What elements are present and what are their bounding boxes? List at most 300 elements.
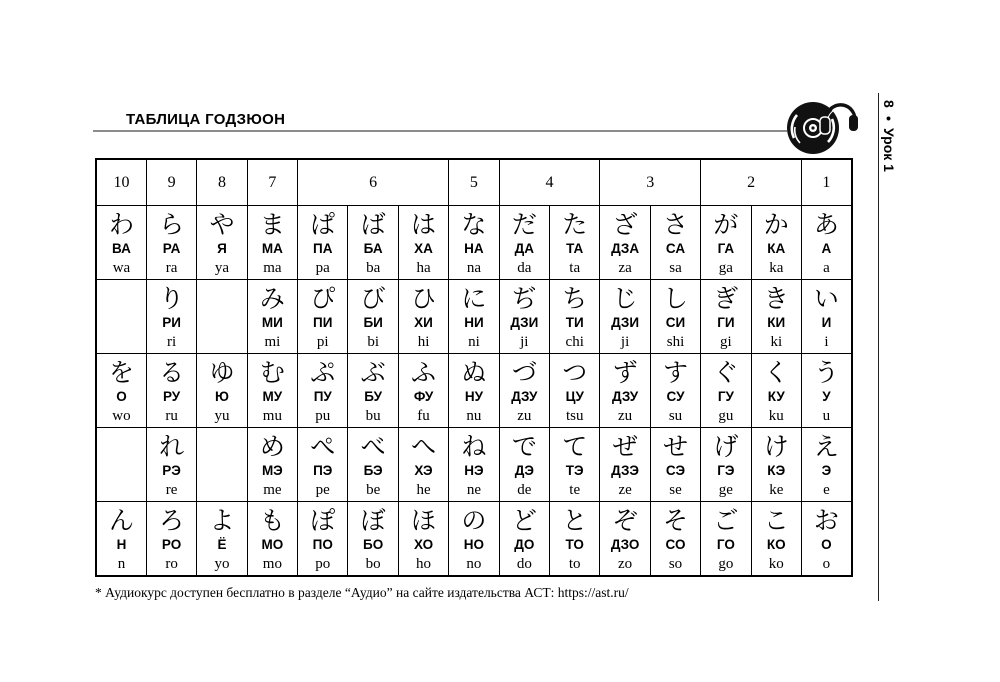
romaji-reading: bi xyxy=(367,334,379,350)
kana-cell xyxy=(348,280,398,354)
romaji-reading: ze xyxy=(618,482,632,498)
cyrillic-reading: ХЭ xyxy=(414,463,433,478)
cyrillic-reading: О xyxy=(116,389,127,404)
cyrillic-reading: ДЗИ xyxy=(611,315,640,330)
kana-char: れ xyxy=(159,432,185,461)
cyrillic-reading: МУ xyxy=(262,389,283,404)
kana-char: べ xyxy=(360,432,386,461)
cyrillic-reading: ТИ xyxy=(565,315,584,330)
cyrillic-reading: ДА xyxy=(514,241,534,256)
romaji-reading: i xyxy=(824,334,829,350)
cyrillic-reading: ДЗУ xyxy=(612,389,639,404)
kana-cell xyxy=(449,280,499,354)
kana-char: ぜ xyxy=(612,432,638,461)
kana-char: ぽ xyxy=(310,506,336,535)
cyrillic-reading: А xyxy=(821,241,832,256)
kana-cell xyxy=(247,502,297,577)
kana-char: と xyxy=(562,506,588,535)
romaji-reading: ko xyxy=(768,556,784,572)
kana-cell xyxy=(650,428,700,502)
kana-char: の xyxy=(461,506,487,535)
cyrillic-reading: ТЭ xyxy=(565,463,584,478)
cyrillic-reading: ГО xyxy=(716,537,735,552)
kana-cell xyxy=(348,354,398,428)
kana-char: で xyxy=(511,432,537,461)
cyrillic-reading: КИ xyxy=(767,315,786,330)
cyrillic-reading: ДО xyxy=(514,537,535,552)
romaji-reading: no xyxy=(466,556,482,572)
kana-char: そ xyxy=(662,506,688,535)
cyrillic-reading: МИ xyxy=(261,315,283,330)
cyrillic-reading: МЭ xyxy=(261,463,283,478)
cyrillic-reading: ПА xyxy=(313,241,333,256)
kana-char: あ xyxy=(813,210,839,239)
kana-char: へ xyxy=(411,432,437,461)
kana-char: し xyxy=(662,284,688,313)
romaji-reading: he xyxy=(416,482,431,498)
page-number: 8 xyxy=(881,100,897,108)
kana-cell xyxy=(499,280,549,354)
romaji-reading: re xyxy=(165,482,178,498)
kana-cell xyxy=(751,354,801,428)
cyrillic-reading: ДЗУ xyxy=(511,389,538,404)
kana-cell xyxy=(600,280,650,354)
table-row xyxy=(96,502,852,577)
column-header: 9 xyxy=(146,159,196,206)
kana-cell xyxy=(247,206,297,280)
column-header: 5 xyxy=(449,159,499,206)
kana-cell xyxy=(751,502,801,577)
romaji-reading: ho xyxy=(416,556,432,572)
header-row xyxy=(96,159,852,206)
romaji-reading: u xyxy=(822,408,831,424)
cyrillic-reading: И xyxy=(821,315,832,330)
cyrillic-reading: НО xyxy=(463,537,485,552)
kana-cell xyxy=(398,354,448,428)
kana-char: ぶ xyxy=(360,358,386,387)
romaji-reading: de xyxy=(517,482,532,498)
kana-cell xyxy=(801,280,851,354)
empty-cell xyxy=(96,280,146,354)
cyrillic-reading: КА xyxy=(767,241,786,256)
margin-rule xyxy=(878,93,879,601)
kana-cell xyxy=(499,354,549,428)
kana-cell xyxy=(550,280,600,354)
cyrillic-reading: ПО xyxy=(312,537,333,552)
kana-char: ぞ xyxy=(612,506,638,535)
kana-cell xyxy=(146,502,196,577)
cyrillic-reading: МО xyxy=(261,537,284,552)
kana-cell xyxy=(96,502,146,577)
cyrillic-reading: СУ xyxy=(666,389,685,404)
kana-cell xyxy=(96,206,146,280)
kana-char: い xyxy=(813,284,839,313)
cyrillic-reading: ПУ xyxy=(313,389,332,404)
cyrillic-reading: Н xyxy=(116,537,127,552)
kana-cell xyxy=(146,428,196,502)
audio-cd-headphones-icon xyxy=(785,97,859,157)
cyrillic-reading: ДЗЭ xyxy=(611,463,640,478)
kana-char: ん xyxy=(108,506,134,535)
romaji-reading: zu xyxy=(618,408,633,424)
kana-cell xyxy=(298,502,348,577)
kana-char: ぱ xyxy=(310,210,336,239)
kana-char: ご xyxy=(713,506,739,535)
kana-char: ぢ xyxy=(511,284,537,313)
column-header: 7 xyxy=(247,159,297,206)
kana-char: な xyxy=(461,210,487,239)
kana-char: ほ xyxy=(411,506,437,535)
kana-cell xyxy=(650,280,700,354)
kana-char: む xyxy=(259,358,285,387)
romaji-reading: ji xyxy=(520,334,529,350)
cyrillic-reading: Я xyxy=(217,241,227,256)
romaji-reading: te xyxy=(569,482,581,498)
kana-char: づ xyxy=(511,358,537,387)
kana-char: が xyxy=(713,210,739,239)
cyrillic-reading: НА xyxy=(464,241,484,256)
kana-cell xyxy=(348,206,398,280)
cyrillic-reading: ПЭ xyxy=(313,463,333,478)
cyrillic-reading: РЭ xyxy=(162,463,181,478)
kana-cell xyxy=(751,280,801,354)
cyrillic-reading: КУ xyxy=(767,389,785,404)
cyrillic-reading: ДЗИ xyxy=(510,315,539,330)
kana-cell xyxy=(298,206,348,280)
cyrillic-reading: Э xyxy=(821,463,832,478)
cyrillic-reading: СО xyxy=(665,537,686,552)
romaji-reading: ri xyxy=(167,334,177,350)
romaji-reading: a xyxy=(823,260,830,276)
kana-char: げ xyxy=(713,432,739,461)
column-header: 3 xyxy=(600,159,701,206)
kana-cell xyxy=(701,206,751,280)
kana-cell xyxy=(449,354,499,428)
column-header: 1 xyxy=(801,159,851,206)
kana-cell xyxy=(398,428,448,502)
empty-cell xyxy=(197,428,247,502)
kana-cell xyxy=(801,428,851,502)
kana-char: ひ xyxy=(411,284,437,313)
romaji-reading: ya xyxy=(214,260,230,276)
romaji-reading: zu xyxy=(517,408,532,424)
cyrillic-reading: РУ xyxy=(162,389,181,404)
kana-char: た xyxy=(562,210,588,239)
kana-cell xyxy=(701,280,751,354)
column-header: 6 xyxy=(298,159,449,206)
romaji-reading: go xyxy=(718,556,734,572)
romaji-reading: zo xyxy=(618,556,633,572)
kana-cell xyxy=(650,502,700,577)
kana-char: ま xyxy=(259,210,285,239)
kana-char: よ xyxy=(209,506,235,535)
romaji-reading: yu xyxy=(214,408,230,424)
cyrillic-reading: ТА xyxy=(566,241,584,256)
cyrillic-reading: НЭ xyxy=(464,463,484,478)
kana-cell xyxy=(499,206,549,280)
kana-cell xyxy=(449,428,499,502)
kana-char: り xyxy=(159,284,185,313)
cyrillic-reading: Ё xyxy=(217,537,227,552)
kana-cell xyxy=(197,354,247,428)
kana-cell xyxy=(801,206,851,280)
table-row xyxy=(96,206,852,280)
kana-char: つ xyxy=(562,358,588,387)
bullet-separator: • xyxy=(881,115,897,121)
kana-cell xyxy=(197,502,247,577)
kana-cell xyxy=(499,428,549,502)
cyrillic-reading: НИ xyxy=(464,315,484,330)
cyrillic-reading: РО xyxy=(161,537,182,552)
kana-cell xyxy=(398,206,448,280)
romaji-reading: ge xyxy=(718,482,733,498)
romaji-reading: yo xyxy=(214,556,230,572)
kana-char: に xyxy=(461,284,487,313)
romaji-reading: su xyxy=(668,408,683,424)
lesson-label: Урок 1 xyxy=(881,128,897,173)
cyrillic-reading: О xyxy=(821,537,832,552)
cyrillic-reading: НУ xyxy=(464,389,483,404)
romaji-reading: wo xyxy=(112,408,131,424)
romaji-reading: pa xyxy=(315,260,330,276)
cyrillic-reading: ТО xyxy=(565,537,584,552)
cyrillic-reading: КО xyxy=(766,537,786,552)
kana-char: ぺ xyxy=(310,432,336,461)
cyrillic-reading: ХА xyxy=(414,241,433,256)
romaji-reading: n xyxy=(117,556,126,572)
kana-char: を xyxy=(108,358,134,387)
kana-char: ぎ xyxy=(713,284,739,313)
kana-char: も xyxy=(259,506,285,535)
kana-char: だ xyxy=(511,210,537,239)
kana-cell xyxy=(247,354,297,428)
kana-cell xyxy=(550,502,600,577)
kana-char: ふ xyxy=(411,358,437,387)
romaji-reading: nu xyxy=(466,408,482,424)
kana-char: ぐ xyxy=(713,358,739,387)
romaji-reading: ha xyxy=(416,260,431,276)
kana-cell xyxy=(197,206,247,280)
cyrillic-reading: МА xyxy=(261,241,283,256)
kana-char: ら xyxy=(159,210,185,239)
romaji-reading: so xyxy=(668,556,683,572)
romaji-reading: chi xyxy=(565,334,584,350)
column-header: 10 xyxy=(96,159,146,206)
running-header xyxy=(881,100,897,172)
kana-cell xyxy=(298,280,348,354)
romaji-reading: ma xyxy=(263,260,282,276)
kana-cell xyxy=(751,206,801,280)
kana-char: じ xyxy=(612,284,638,313)
kana-cell xyxy=(398,502,448,577)
cyrillic-reading: ДЗО xyxy=(610,537,640,552)
kana-char: ゆ xyxy=(209,358,235,387)
kana-cell xyxy=(146,280,196,354)
empty-cell xyxy=(96,428,146,502)
cyrillic-reading: ГЭ xyxy=(717,463,735,478)
romaji-reading: to xyxy=(568,556,581,572)
kana-char: ざ xyxy=(612,210,638,239)
kana-char: さ xyxy=(662,210,688,239)
kana-cell xyxy=(146,206,196,280)
cyrillic-reading: ХИ xyxy=(414,315,433,330)
kana-char: わ xyxy=(108,210,134,239)
romaji-reading: ra xyxy=(165,260,178,276)
kana-char: す xyxy=(662,358,688,387)
kana-char: お xyxy=(813,506,839,535)
kana-char: る xyxy=(159,358,185,387)
table-row xyxy=(96,428,852,502)
kana-cell xyxy=(298,428,348,502)
cyrillic-reading: СИ xyxy=(665,315,686,330)
empty-cell xyxy=(197,280,247,354)
cyrillic-reading: ЦУ xyxy=(565,389,584,404)
kana-char: け xyxy=(763,432,789,461)
cyrillic-reading: СА xyxy=(665,241,686,256)
cyrillic-reading: БУ xyxy=(364,389,383,404)
kana-cell xyxy=(701,354,751,428)
footnote: * Аудиокурс доступен бесплатно в разделе “Аудио” на сайте издательства АСТ: https://ast.ru/ xyxy=(95,585,629,600)
romaji-reading: mo xyxy=(262,556,282,572)
kana-char: ち xyxy=(562,284,588,313)
romaji-reading: fu xyxy=(417,408,430,424)
table-row xyxy=(96,280,852,354)
romaji-reading: tsu xyxy=(565,408,584,424)
kana-char: ぴ xyxy=(310,284,336,313)
romaji-reading: ke xyxy=(769,482,784,498)
kana-cell xyxy=(801,354,851,428)
cyrillic-reading: КЭ xyxy=(767,463,786,478)
kana-char: ず xyxy=(612,358,638,387)
romaji-reading: me xyxy=(263,482,282,498)
kana-cell xyxy=(398,280,448,354)
romaji-reading: pu xyxy=(315,408,331,424)
romaji-reading: gi xyxy=(720,334,732,350)
table-header xyxy=(96,159,852,206)
kana-cell xyxy=(298,354,348,428)
romaji-reading: do xyxy=(516,556,532,572)
kana-char: め xyxy=(259,432,285,461)
column-header: 4 xyxy=(499,159,600,206)
romaji-reading: da xyxy=(517,260,532,276)
romaji-reading: ku xyxy=(768,408,784,424)
kana-cell xyxy=(550,354,600,428)
romaji-reading: mi xyxy=(264,334,281,350)
kana-cell xyxy=(146,354,196,428)
kana-char: く xyxy=(763,358,789,387)
romaji-reading: ta xyxy=(569,260,581,276)
cyrillic-reading: ГИ xyxy=(717,315,735,330)
romaji-reading: bo xyxy=(365,556,381,572)
kana-char: え xyxy=(813,432,839,461)
kana-char: は xyxy=(411,210,437,239)
cyrillic-reading: РА xyxy=(162,241,181,256)
kana-cell xyxy=(801,502,851,577)
cyrillic-reading: ДЗА xyxy=(611,241,640,256)
kana-char: せ xyxy=(662,432,688,461)
cyrillic-reading: ГУ xyxy=(717,389,734,404)
romaji-reading: po xyxy=(315,556,331,572)
romaji-reading: sa xyxy=(669,260,682,276)
cyrillic-reading: БО xyxy=(363,537,384,552)
romaji-reading: na xyxy=(466,260,482,276)
kana-char: ね xyxy=(461,432,487,461)
cyrillic-reading: ВА xyxy=(112,241,131,256)
romaji-reading: wa xyxy=(112,260,131,276)
romaji-reading: ka xyxy=(769,260,784,276)
cyrillic-reading: ПИ xyxy=(313,315,333,330)
cyrillic-reading: У xyxy=(822,389,831,404)
kana-char: ど xyxy=(511,506,537,535)
cyrillic-reading: ГА xyxy=(717,241,735,256)
romaji-reading: e xyxy=(823,482,830,498)
kana-char: び xyxy=(360,284,386,313)
kana-cell xyxy=(247,280,297,354)
cyrillic-reading: БА xyxy=(363,241,383,256)
kana-cell xyxy=(650,354,700,428)
romaji-reading: pi xyxy=(316,334,329,350)
kana-cell xyxy=(348,428,398,502)
page-title: ТАБЛИЦА ГОДЗЮОН xyxy=(126,111,286,128)
romaji-reading: ne xyxy=(466,482,482,498)
kana-cell xyxy=(600,502,650,577)
kana-char: て xyxy=(562,432,588,461)
table-body xyxy=(96,206,852,577)
romaji-reading: shi xyxy=(666,334,685,350)
cyrillic-reading: ХО xyxy=(413,537,434,552)
table-row xyxy=(96,354,852,428)
romaji-reading: ba xyxy=(366,260,381,276)
cyrillic-reading: БИ xyxy=(363,315,383,330)
cyrillic-reading: РИ xyxy=(162,315,181,330)
kana-cell xyxy=(550,428,600,502)
romaji-reading: o xyxy=(822,556,831,572)
kana-cell xyxy=(348,502,398,577)
kana-char: み xyxy=(259,284,285,313)
kana-char: ば xyxy=(360,210,386,239)
romaji-reading: ki xyxy=(770,334,783,350)
romaji-reading: be xyxy=(366,482,381,498)
romaji-reading: za xyxy=(618,260,632,276)
kana-cell xyxy=(650,206,700,280)
kana-char: こ xyxy=(763,506,789,535)
title-underline xyxy=(93,130,787,132)
kana-char: ろ xyxy=(159,506,185,535)
romaji-reading: ji xyxy=(620,334,630,350)
kana-char: や xyxy=(209,210,235,239)
cyrillic-reading: СЭ xyxy=(665,463,686,478)
kana-cell xyxy=(449,206,499,280)
kana-cell xyxy=(550,206,600,280)
kana-char: か xyxy=(763,210,789,239)
kana-char: ぼ xyxy=(360,506,386,535)
romaji-reading: ni xyxy=(468,334,480,350)
kana-char: う xyxy=(813,358,839,387)
gojuon-table xyxy=(95,158,853,577)
romaji-reading: bu xyxy=(365,408,381,424)
kana-cell xyxy=(600,206,650,280)
kana-char: き xyxy=(763,284,789,313)
romaji-reading: ga xyxy=(718,260,733,276)
cyrillic-reading: БЭ xyxy=(363,463,383,478)
romaji-reading: se xyxy=(669,482,682,498)
romaji-reading: mu xyxy=(262,408,282,424)
cyrillic-reading: ДЭ xyxy=(514,463,534,478)
kana-cell xyxy=(449,502,499,577)
romaji-reading: ro xyxy=(165,556,178,572)
romaji-reading: pe xyxy=(315,482,330,498)
cyrillic-reading: Ю xyxy=(215,389,229,404)
